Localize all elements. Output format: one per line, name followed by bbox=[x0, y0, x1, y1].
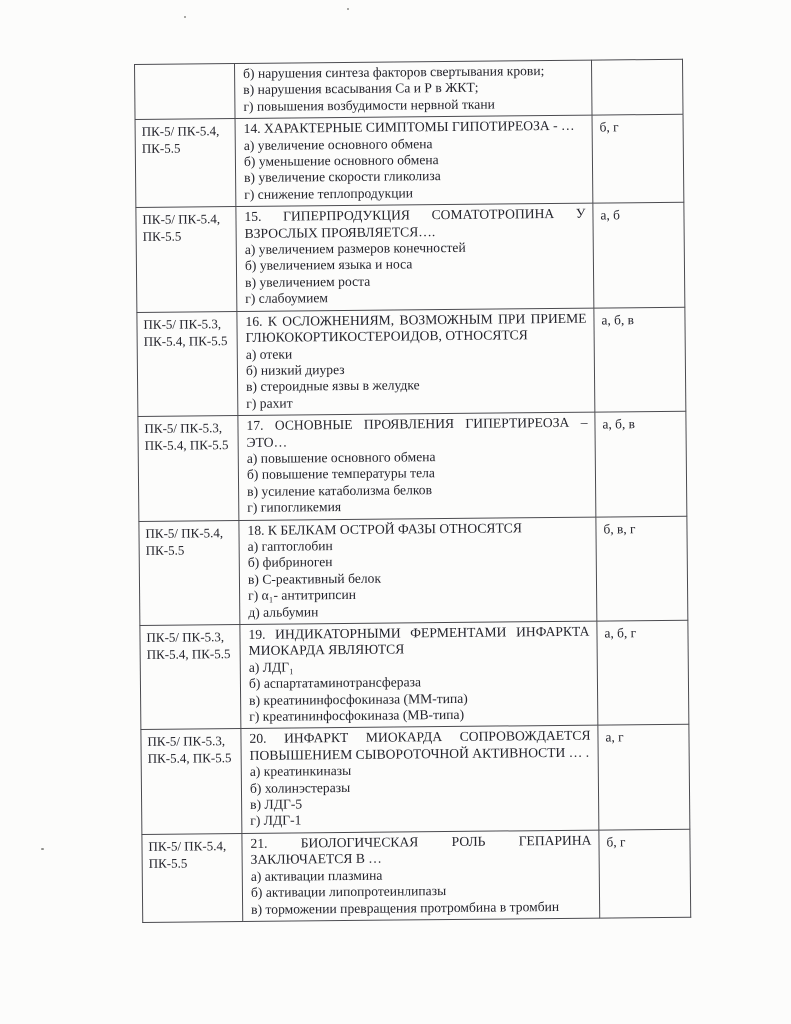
answer-cell: б, в, г bbox=[596, 516, 688, 621]
option-line: в) увеличение скорости гликолиза bbox=[244, 168, 441, 186]
option-line: в) С-реактивный белок bbox=[247, 570, 382, 587]
option-line: б) активации липопротеинлипазы bbox=[250, 883, 447, 901]
option-line: б) уменьшение основного обмена bbox=[243, 152, 439, 169]
question-cell bbox=[239, 517, 597, 625]
question-cell bbox=[241, 726, 599, 834]
option-line: г) ЛДГ-1 bbox=[250, 812, 302, 829]
question-title: 14. ХАРАКТЕРНЫЕ СИМПТОМЫ ГИПОТИРЕОЗА - … bbox=[243, 117, 575, 137]
question-title: 15. ГИПЕРПРОДУКЦИЯ СОМАТОТРОПИНА У ВЗРОСЛЫХ ПРОЯВЛЯЕТСЯ…. bbox=[244, 205, 586, 241]
option-line: а) креатинкиназы bbox=[249, 763, 352, 780]
option-line: в) ЛДГ-5 bbox=[250, 796, 303, 812]
competency-code bbox=[135, 64, 236, 120]
question-title: 17. ОСНОВНЫЕ ПРОЯВЛЕНИЯ ГИПЕРТИРЕОЗА – ЭТО… bbox=[246, 414, 588, 450]
option-line: г) слабоумием bbox=[245, 290, 329, 307]
scan-speck bbox=[41, 848, 44, 850]
question-cell bbox=[235, 60, 593, 119]
answer-cell: а, б bbox=[593, 202, 685, 307]
answer-cell: б, г bbox=[592, 114, 684, 203]
option-line: а) увеличение основного обмена bbox=[243, 135, 433, 153]
question-cell bbox=[242, 830, 600, 921]
table-row bbox=[135, 114, 684, 207]
option-line: б) увеличением языка и носа bbox=[244, 256, 413, 274]
option-line: г) снижение теплопродукции bbox=[244, 185, 414, 202]
table-row bbox=[139, 516, 688, 626]
table-row bbox=[142, 829, 691, 922]
option-line: б) нарушения синтеза факторов свертывания крови; bbox=[243, 63, 545, 81]
option-line: а) гаптоглобин bbox=[247, 538, 333, 554]
option-line: б) аспартатаминотрансфераза bbox=[248, 674, 422, 692]
table-row bbox=[137, 307, 686, 417]
question-title: 18. К БЕЛКАМ ОСТРОЙ ФАЗЫ ОТНОСЯТСЯ bbox=[247, 519, 522, 538]
question-table bbox=[134, 59, 691, 923]
question-cell bbox=[238, 412, 596, 520]
scan-speck bbox=[347, 8, 349, 10]
option-line: б) фибриноген bbox=[247, 554, 333, 571]
question-cell bbox=[236, 203, 594, 311]
table-row bbox=[138, 411, 687, 521]
competency-code: ПК-5/ ПК-5.3, ПК-5.4, ПК-5.5 bbox=[140, 625, 241, 730]
table-row bbox=[140, 620, 689, 730]
question-cell bbox=[240, 621, 598, 729]
question-title: 16. К ОСЛОЖНЕНИЯМ, ВОЗМОЖНЫМ ПРИ ПРИЕМЕ ГЛЮКОКОРТИКОСТЕРОИДОВ, ОТНОСЯТСЯ bbox=[245, 310, 587, 346]
option-line: а) повышение основного обмена bbox=[246, 449, 436, 466]
option-line: в) торможении превращения протромбина в тромбин bbox=[251, 898, 560, 917]
question-table-wrapper bbox=[134, 59, 694, 923]
answer-cell bbox=[591, 59, 683, 115]
option-line: в) нарушения всасывания Са и Р в ЖКТ; bbox=[243, 80, 479, 98]
option-line: в) усиление катаболизма белков bbox=[247, 481, 433, 499]
competency-code: ПК-5/ ПК-5.3, ПК-5.4, ПК-5.5 bbox=[141, 729, 242, 834]
option-line: а) отеки bbox=[245, 345, 293, 362]
option-line: д) альбумин bbox=[248, 603, 319, 620]
competency-code: ПК-5/ ПК-5.3, ПК-5.4, ПК-5.5 bbox=[137, 311, 238, 416]
answer-cell: а, б, в bbox=[594, 307, 686, 412]
option-line: г) гипогликемия bbox=[247, 499, 342, 516]
option-line: г) повышения возбудимости нервной ткани bbox=[243, 96, 495, 114]
answer-cell: а, б, г bbox=[597, 620, 689, 725]
option-line: а) увеличением размеров конечностей bbox=[244, 239, 466, 258]
option-line: б) холинэстеразы bbox=[249, 779, 351, 796]
question-title: 20. ИНФАРКТ МИОКАРДА СОПРОВОЖДАЕТСЯ ПОВЫШЕНИЕМ СЫВОРОТОЧНОЙ АКТИВНОСТИ … . bbox=[249, 728, 591, 763]
question-title: 19. ИНДИКАТОРНЫМИ ФЕРМЕНТАМИ ИНФАРКТА МИОКАРДА ЯВЛЯЮТСЯ bbox=[248, 623, 590, 659]
question-cell bbox=[235, 115, 593, 206]
option-line: г) α₁- антитрипсин bbox=[248, 587, 357, 604]
option-line: г) рахит bbox=[246, 395, 293, 411]
option-line: б) низкий диурез bbox=[245, 361, 345, 378]
option-line: б) повышение температуры тела bbox=[246, 465, 436, 483]
option-line: а) ЛДГ₁ bbox=[248, 659, 294, 675]
question-cell bbox=[237, 308, 595, 416]
question-title: 21. БИОЛОГИЧЕСКАЯ РОЛЬ ГЕПАРИНА ЗАКЛЮЧАЕТСЯ В … bbox=[250, 832, 592, 868]
table-row bbox=[136, 202, 685, 312]
competency-code: ПК-5/ ПК-5.3, ПК-5.4, ПК-5.5 bbox=[138, 416, 239, 521]
table-row bbox=[141, 725, 690, 835]
answer-cell: а, г bbox=[598, 725, 690, 830]
answer-cell: а, б, в bbox=[595, 411, 687, 516]
competency-code: ПК-5/ ПК-5.4, ПК-5.5 bbox=[136, 207, 237, 312]
scan-speck bbox=[184, 16, 186, 18]
answer-cell: б, г bbox=[599, 829, 691, 918]
option-line: в) увеличением роста bbox=[245, 273, 371, 290]
competency-code: ПК-5/ ПК-5.4, ПК-5.5 bbox=[142, 833, 243, 922]
competency-code: ПК-5/ ПК-5.4, ПК-5.5 bbox=[135, 119, 236, 208]
option-line: в) стероидные язвы в желудке bbox=[246, 377, 420, 395]
option-line: а) активации плазмина bbox=[250, 867, 383, 884]
competency-code: ПК-5/ ПК-5.4, ПК-5.5 bbox=[139, 520, 240, 625]
option-line: в) креатининфосфокиназа (ММ-типа) bbox=[249, 690, 468, 708]
table-row bbox=[135, 59, 684, 119]
option-line: г) креатининфосфокиназа (МВ-типа) bbox=[249, 706, 465, 724]
